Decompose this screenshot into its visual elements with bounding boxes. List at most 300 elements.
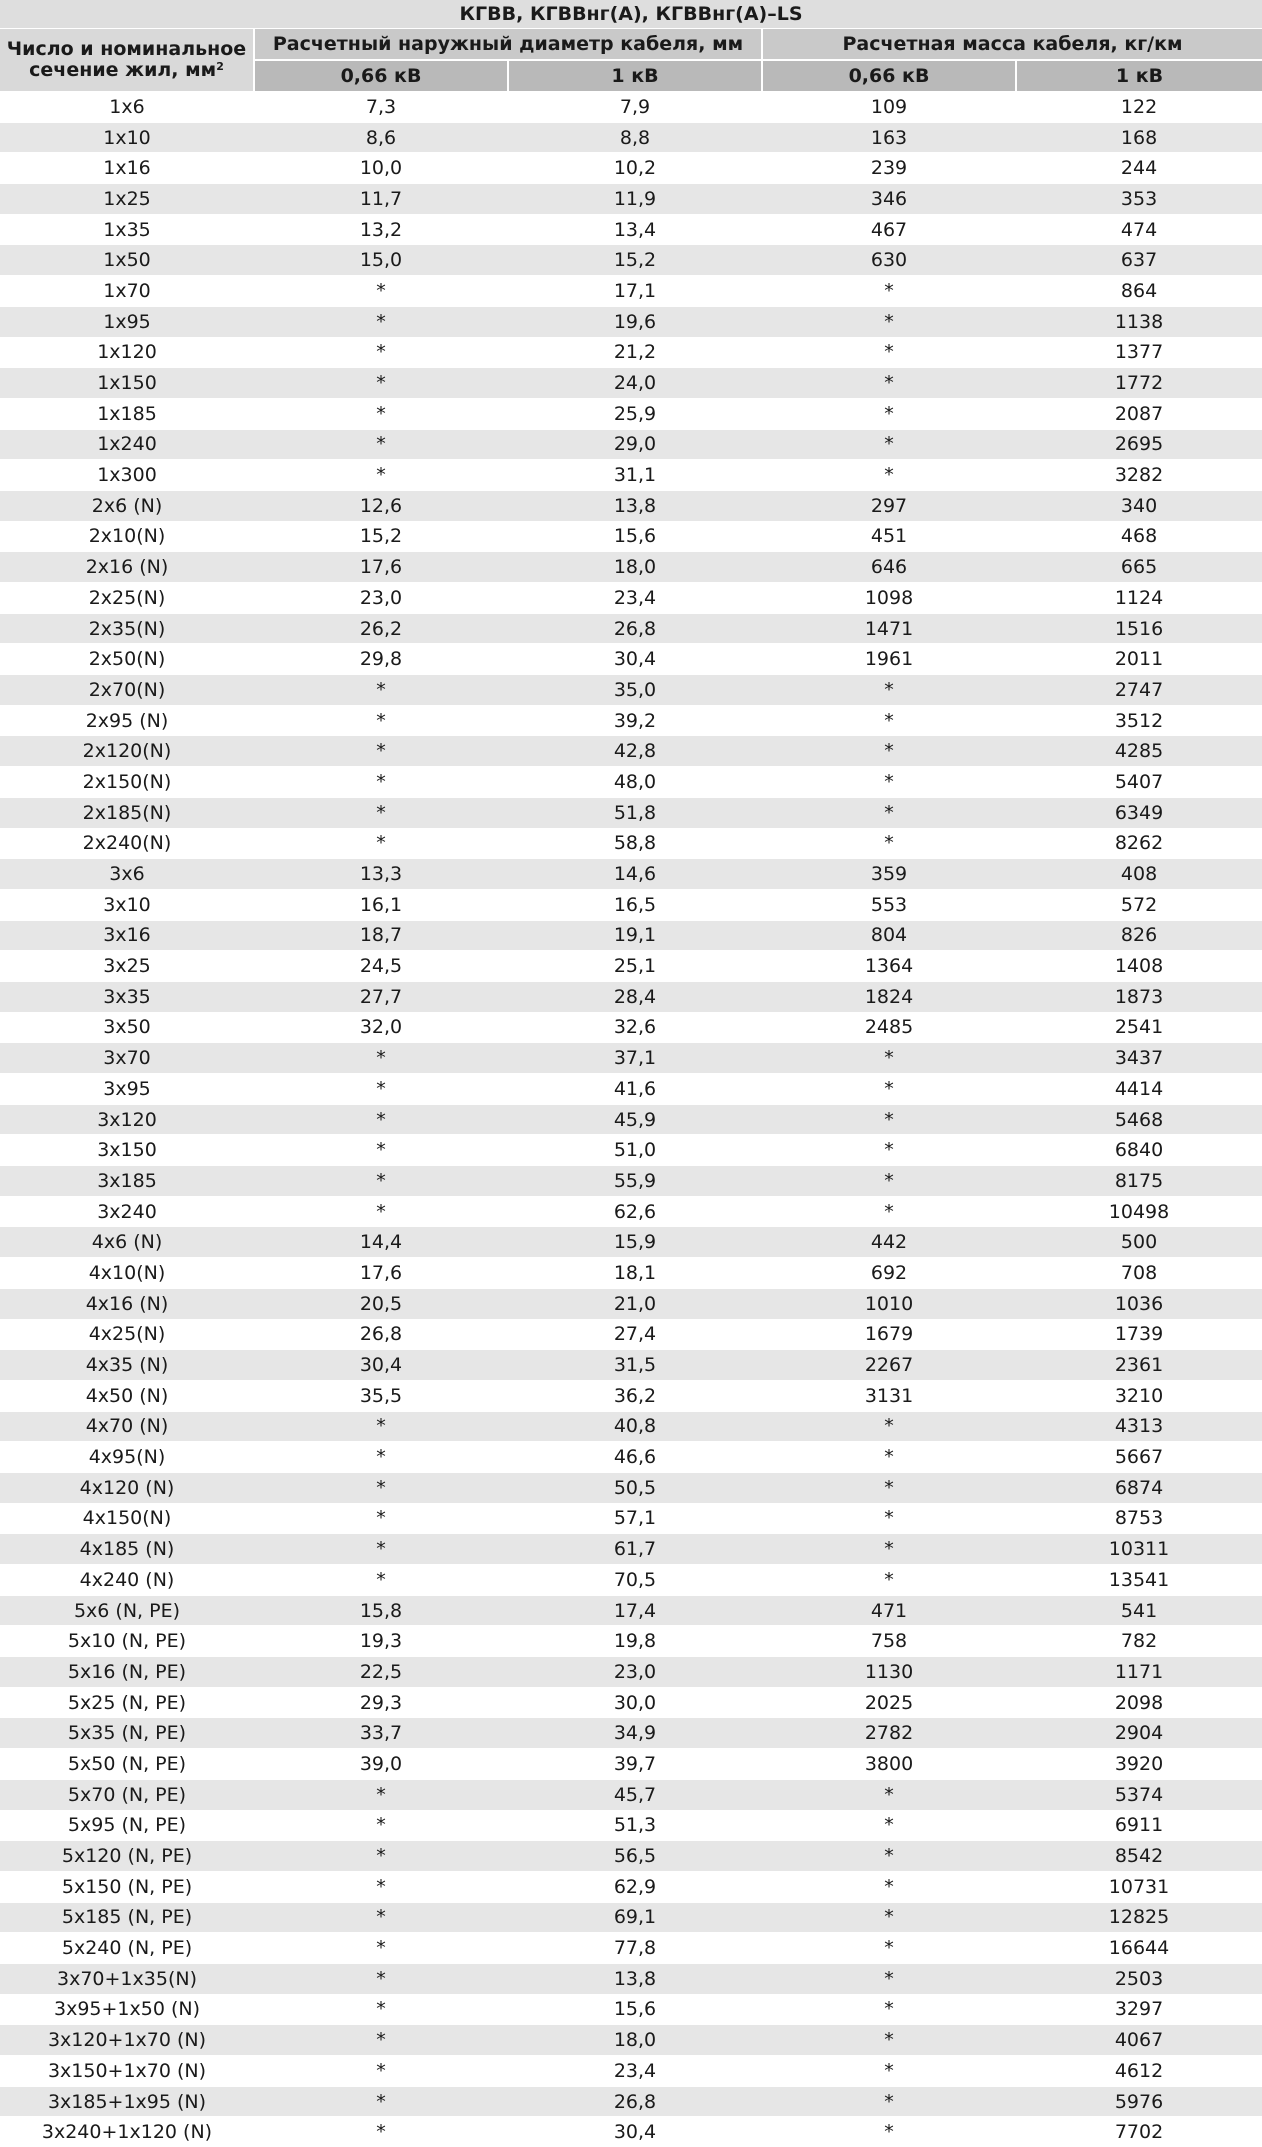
diameter-1kv-cell: 56,5 [508,1841,762,1872]
table-row [0,1380,1262,1411]
diameter-066kv-cell: * [254,1104,508,1135]
diameter-1kv-cell: 51,8 [508,797,762,828]
diameter-1kv-cell: 37,1 [508,1043,762,1074]
conductor-size-cell: 4x95(N) [0,1442,254,1473]
conductor-size-cell: 5x150 (N, PE) [0,1871,254,1902]
mass-1kv-cell: 6911 [1016,1810,1262,1841]
conductor-size-cell: 2x16 (N) [0,552,254,583]
mass-1kv-cell: 12825 [1016,1902,1262,1933]
mass-066kv-cell: * [762,705,1016,736]
table-row [0,1074,1262,1105]
diameter-066kv-cell: 17,6 [254,552,508,583]
table-row [0,1779,1262,1810]
mass-1kv-cell: 7702 [1016,2117,1262,2147]
mass-066kv-cell: * [762,398,1016,429]
table-row [0,1749,1262,1780]
conductor-size-cell: 2x240(N) [0,828,254,859]
table-row [0,1503,1262,1534]
diameter-066kv-cell: 30,4 [254,1350,508,1381]
diameter-1kv-cell: 18,1 [508,1258,762,1289]
mass-1kv-cell: 6840 [1016,1135,1262,1166]
table-row [0,460,1262,491]
table-row [0,889,1262,920]
conductor-size-cell: 4x25(N) [0,1319,254,1350]
mass-066kv-cell: 297 [762,490,1016,521]
mass-1kv-cell: 2541 [1016,1012,1262,1043]
mass-066kv-cell: * [762,1135,1016,1166]
conductor-size-cell: 1x240 [0,429,254,460]
mass-1kv-cell: 1171 [1016,1657,1262,1688]
mass-066kv-cell: * [762,1104,1016,1135]
table-row [0,1104,1262,1135]
diameter-066kv-cell: 15,8 [254,1595,508,1626]
mass-066kv-cell: * [762,1994,1016,2025]
conductor-size-cell: 3x50 [0,1012,254,1043]
mass-066kv-cell: 2025 [762,1687,1016,1718]
table-row [0,613,1262,644]
diameter-1kv-cell: 19,8 [508,1626,762,1657]
diameter-1kv-cell: 30,4 [508,2117,762,2147]
conductor-size-cell: 3x10 [0,889,254,920]
mass-066kv-cell: * [762,1902,1016,1933]
conductor-size-cell: 1x300 [0,460,254,491]
mass-1kv-cell: 3437 [1016,1043,1262,1074]
diameter-1kv-cell: 17,4 [508,1595,762,1626]
diameter-066kv-cell: * [254,1411,508,1442]
mass-1kv-cell: 2904 [1016,1718,1262,1749]
mass-1kv-cell: 474 [1016,214,1262,245]
mass-066kv-cell: * [762,1074,1016,1105]
conductor-size-cell: 2x185(N) [0,797,254,828]
diameter-066kv-cell: 8,6 [254,122,508,153]
diameter-1kv-cell: 36,2 [508,1380,762,1411]
diameter-1kv-cell: 19,6 [508,306,762,337]
table-row [0,859,1262,890]
mass-1kv-cell: 1873 [1016,981,1262,1012]
table-row [0,1196,1262,1227]
mass-066kv-cell: 2782 [762,1718,1016,1749]
table-row [0,981,1262,1012]
mass-1kv-cell: 408 [1016,859,1262,890]
conductor-size-cell: 1x150 [0,368,254,399]
diameter-066kv-cell: * [254,337,508,368]
mass-1kv-cell: 864 [1016,276,1262,307]
diameter-1kv-cell: 58,8 [508,828,762,859]
mass-1kv-header: 1 кВ [1016,60,1262,92]
mass-066kv-cell: * [762,1933,1016,1964]
diameter-1kv-cell: 13,4 [508,214,762,245]
mass-066kv-cell: * [762,429,1016,460]
mass-1kv-cell: 4313 [1016,1411,1262,1442]
diameter-066kv-cell: * [254,460,508,491]
table-row [0,1350,1262,1381]
conductor-size-cell: 3x240 [0,1196,254,1227]
diameter-1kv-cell: 46,6 [508,1442,762,1473]
conductor-size-cell: 1x25 [0,184,254,215]
diameter-group-header: Расчетный наружный диаметр кабеля, мм [254,29,762,61]
conductor-size-cell: 2x95 (N) [0,705,254,736]
diameter-066kv-cell: 23,0 [254,583,508,614]
mass-1kv-cell: 1036 [1016,1288,1262,1319]
diameter-1kv-cell: 31,1 [508,460,762,491]
table-row [0,552,1262,583]
mass-1kv-cell: 13541 [1016,1565,1262,1596]
diameter-1kv-cell: 32,6 [508,1012,762,1043]
mass-1kv-cell: 16644 [1016,1933,1262,1964]
mass-1kv-cell: 665 [1016,552,1262,583]
diameter-1kv-cell: 45,7 [508,1779,762,1810]
diameter-066kv-cell: 12,6 [254,490,508,521]
diameter-1kv-cell: 42,8 [508,736,762,767]
mass-066kv-cell: 163 [762,122,1016,153]
mass-1kv-cell: 1124 [1016,583,1262,614]
diameter-1kv-cell: 27,4 [508,1319,762,1350]
mass-1kv-cell: 5667 [1016,1442,1262,1473]
mass-066kv-cell: 442 [762,1227,1016,1258]
mass-066kv-cell: 1471 [762,613,1016,644]
table-row [0,153,1262,184]
diameter-066kv-cell: * [254,2025,508,2056]
table-row [0,398,1262,429]
diameter-066kv-cell: 18,7 [254,920,508,951]
mass-066kv-cell: * [762,1841,1016,1872]
table-row [0,521,1262,552]
diameter-066kv-cell: 29,3 [254,1687,508,1718]
diameter-1kv-cell: 23,0 [508,1657,762,1688]
table-row [0,1902,1262,1933]
table-row [0,1012,1262,1043]
conductor-size-cell: 3x95 [0,1074,254,1105]
diameter-066kv-cell: * [254,1779,508,1810]
conductor-size-cell: 5x95 (N, PE) [0,1810,254,1841]
mass-066kv-cell: * [762,1963,1016,1994]
mass-066kv-cell: * [762,1871,1016,1902]
mass-1kv-cell: 10498 [1016,1196,1262,1227]
conductor-size-cell: 4x240 (N) [0,1565,254,1596]
table-row [0,920,1262,951]
table-row [0,675,1262,706]
mass-066kv-cell: 646 [762,552,1016,583]
mass-066kv-cell: * [762,1196,1016,1227]
mass-066kv-cell: * [762,1472,1016,1503]
conductor-size-cell: 3x70+1x35(N) [0,1963,254,1994]
conductor-size-cell: 2x6 (N) [0,490,254,521]
conductor-size-cell: 3x120 [0,1104,254,1135]
diameter-1kv-cell: 40,8 [508,1411,762,1442]
diameter-066kv-cell: 13,3 [254,859,508,890]
diameter-066kv-cell: * [254,2056,508,2087]
mass-1kv-cell: 1138 [1016,306,1262,337]
diameter-1kv-cell: 23,4 [508,583,762,614]
mass-1kv-cell: 4285 [1016,736,1262,767]
diameter-1kv-cell: 13,8 [508,1963,762,1994]
diameter-1kv-cell: 77,8 [508,1933,762,1964]
table-row [0,1595,1262,1626]
conductor-size-cell: 3x150 [0,1135,254,1166]
diameter-1kv-cell: 41,6 [508,1074,762,1105]
table-row [0,1411,1262,1442]
conductor-size-cell: 4x70 (N) [0,1411,254,1442]
table-row [0,1227,1262,1258]
diameter-1kv-cell: 70,5 [508,1565,762,1596]
diameter-066kv-cell: * [254,736,508,767]
diameter-066kv-cell: 29,8 [254,644,508,675]
table-row [0,797,1262,828]
mass-066kv-cell: * [762,1534,1016,1565]
mass-1kv-cell: 122 [1016,92,1262,123]
table-row [0,1135,1262,1166]
table-body [0,92,1262,2147]
conductor-size-cell: 3x185+1x95 (N) [0,2086,254,2117]
table-row [0,828,1262,859]
table-row [0,1687,1262,1718]
diameter-066kv-cell: 24,5 [254,951,508,982]
mass-066kv-cell: * [762,1779,1016,1810]
diameter-066kv-cell: * [254,276,508,307]
diameter-1kv-cell: 57,1 [508,1503,762,1534]
diameter-066kv-cell: 15,0 [254,245,508,276]
mass-1kv-cell: 6874 [1016,1472,1262,1503]
table-row [0,2056,1262,2087]
mass-066kv-cell: * [762,368,1016,399]
mass-1kv-cell: 2747 [1016,675,1262,706]
table-row [0,1626,1262,1657]
diameter-1kv-header: 1 кВ [508,60,762,92]
mass-1kv-cell: 8542 [1016,1841,1262,1872]
diameter-066kv-cell: * [254,1442,508,1473]
conductor-size-cell: 1x95 [0,306,254,337]
diameter-066kv-cell: 27,7 [254,981,508,1012]
diameter-066kv-cell: * [254,1135,508,1166]
diameter-1kv-cell: 55,9 [508,1166,762,1197]
mass-066kv-cell: 553 [762,889,1016,920]
conductor-size-cell: 5x240 (N, PE) [0,1933,254,1964]
diameter-066kv-cell: 19,3 [254,1626,508,1657]
conductor-size-cell: 1x10 [0,122,254,153]
first-column-header [0,29,254,92]
diameter-1kv-cell: 28,4 [508,981,762,1012]
mass-1kv-cell: 3282 [1016,460,1262,491]
diameter-066kv-cell: * [254,1503,508,1534]
diameter-066kv-cell: 39,0 [254,1749,508,1780]
mass-1kv-cell: 6349 [1016,797,1262,828]
conductor-size-cell: 3x16 [0,920,254,951]
diameter-066kv-cell: 26,8 [254,1319,508,1350]
mass-1kv-cell: 10731 [1016,1871,1262,1902]
mass-1kv-cell: 2695 [1016,429,1262,460]
conductor-size-cell: 3x150+1x70 (N) [0,2056,254,2087]
diameter-1kv-cell: 26,8 [508,613,762,644]
mass-066kv-cell: 359 [762,859,1016,890]
diameter-066kv-cell: * [254,2117,508,2147]
mass-1kv-cell: 2361 [1016,1350,1262,1381]
table-row [0,736,1262,767]
mass-066kv-cell: 346 [762,184,1016,215]
conductor-size-cell: 5x185 (N, PE) [0,1902,254,1933]
diameter-066kv-cell: * [254,368,508,399]
mass-066kv-cell: 758 [762,1626,1016,1657]
diameter-066kv-cell: * [254,1565,508,1596]
mass-066kv-cell: 2485 [762,1012,1016,1043]
conductor-size-cell: 2x35(N) [0,613,254,644]
mass-066kv-cell: 1961 [762,644,1016,675]
mass-066kv-cell: * [762,460,1016,491]
conductor-size-cell: 4x50 (N) [0,1380,254,1411]
mass-1kv-cell: 782 [1016,1626,1262,1657]
diameter-066kv-cell: 22,5 [254,1657,508,1688]
mass-1kv-cell: 5407 [1016,767,1262,798]
diameter-1kv-cell: 15,2 [508,245,762,276]
conductor-size-cell: 3x240+1x120 (N) [0,2117,254,2147]
table-row [0,1933,1262,1964]
diameter-1kv-cell: 51,3 [508,1810,762,1841]
diameter-066kv-cell: 7,3 [254,92,508,123]
diameter-1kv-cell: 14,6 [508,859,762,890]
diameter-066kv-cell: 11,7 [254,184,508,215]
mass-066kv-cell: 692 [762,1258,1016,1289]
conductor-size-cell: 4x185 (N) [0,1534,254,1565]
diameter-066kv-cell: 32,0 [254,1012,508,1043]
mass-066kv-cell: * [762,797,1016,828]
mass-066kv-cell: 109 [762,92,1016,123]
mass-1kv-cell: 4067 [1016,2025,1262,2056]
conductor-size-cell: 2x25(N) [0,583,254,614]
diameter-066kv-cell: 15,2 [254,521,508,552]
table-header [0,0,1262,92]
mass-1kv-cell: 340 [1016,490,1262,521]
mass-1kv-cell: 244 [1016,153,1262,184]
conductor-size-cell: 2x50(N) [0,644,254,675]
mass-1kv-cell: 1408 [1016,951,1262,982]
mass-066kv-cell: 1010 [762,1288,1016,1319]
diameter-066kv-cell: * [254,797,508,828]
first-column-header-line1: Число и номинальное [7,38,246,60]
mass-066kv-cell: * [762,2025,1016,2056]
mass-066kv-cell: * [762,276,1016,307]
table-row [0,337,1262,368]
diameter-066kv-cell: * [254,1166,508,1197]
mass-066kv-cell: * [762,1503,1016,1534]
diameter-1kv-cell: 61,7 [508,1534,762,1565]
conductor-size-cell: 4x16 (N) [0,1288,254,1319]
diameter-066kv-cell: * [254,1043,508,1074]
diameter-1kv-cell: 21,0 [508,1288,762,1319]
table-row [0,245,1262,276]
mass-066kv-cell: * [762,337,1016,368]
diameter-066kv-cell: * [254,1196,508,1227]
conductor-size-cell: 2x10(N) [0,521,254,552]
table-row [0,214,1262,245]
diameter-066kv-cell: * [254,828,508,859]
diameter-066kv-cell: * [254,306,508,337]
table-row [0,368,1262,399]
conductor-size-cell: 5x120 (N, PE) [0,1841,254,1872]
mass-066kv-cell: 239 [762,153,1016,184]
diameter-1kv-cell: 25,9 [508,398,762,429]
diameter-1kv-cell: 39,7 [508,1749,762,1780]
table-row [0,1043,1262,1074]
mass-1kv-cell: 4414 [1016,1074,1262,1105]
conductor-size-cell: 2x70(N) [0,675,254,706]
mass-1kv-cell: 5374 [1016,1779,1262,1810]
conductor-size-cell: 4x10(N) [0,1258,254,1289]
conductor-size-cell: 1x35 [0,214,254,245]
conductor-size-cell: 1x70 [0,276,254,307]
diameter-1kv-cell: 18,0 [508,2025,762,2056]
mass-1kv-cell: 3297 [1016,1994,1262,2025]
diameter-066kv-cell: * [254,1472,508,1503]
mass-066kv-cell: * [762,1166,1016,1197]
diameter-066kv-cell: * [254,1074,508,1105]
mass-1kv-cell: 2098 [1016,1687,1262,1718]
mass-066kv-cell: 3800 [762,1749,1016,1780]
table-row [0,1319,1262,1350]
mass-066kv-cell: 1364 [762,951,1016,982]
mass-1kv-cell: 8175 [1016,1166,1262,1197]
diameter-066kv-cell: 10,0 [254,153,508,184]
table-row [0,951,1262,982]
mass-066kv-cell: * [762,736,1016,767]
mass-1kv-cell: 168 [1016,122,1262,153]
diameter-1kv-cell: 17,1 [508,276,762,307]
mass-1kv-cell: 572 [1016,889,1262,920]
diameter-066kv-cell: 14,4 [254,1227,508,1258]
diameter-1kv-cell: 62,6 [508,1196,762,1227]
diameter-1kv-cell: 34,9 [508,1718,762,1749]
first-column-header-superscript: 2 [216,60,224,73]
mass-066kv-cell: 451 [762,521,1016,552]
first-column-header-line2: сечение жил, мм [29,59,216,81]
mass-066kv-cell: * [762,1411,1016,1442]
diameter-1kv-cell: 16,5 [508,889,762,920]
mass-066kv-cell: * [762,828,1016,859]
table-row [0,1871,1262,1902]
conductor-size-cell: 3x6 [0,859,254,890]
diameter-066kv-cell: * [254,1810,508,1841]
mass-1kv-cell: 2503 [1016,1963,1262,1994]
mass-066kv-cell: 1679 [762,1319,1016,1350]
table-row [0,2086,1262,2117]
mass-1kv-cell: 708 [1016,1258,1262,1289]
mass-1kv-cell: 826 [1016,920,1262,951]
mass-1kv-cell: 353 [1016,184,1262,215]
table-row [0,2025,1262,2056]
mass-1kv-cell: 10311 [1016,1534,1262,1565]
table-row [0,276,1262,307]
conductor-size-cell: 5x16 (N, PE) [0,1657,254,1688]
diameter-066kv-cell: 13,2 [254,214,508,245]
conductor-size-cell: 5x25 (N, PE) [0,1687,254,1718]
diameter-1kv-cell: 30,0 [508,1687,762,1718]
mass-066kv-cell: * [762,767,1016,798]
mass-066kv-cell: * [762,306,1016,337]
diameter-066kv-header: 0,66 кВ [254,60,508,92]
mass-066kv-cell: * [762,1442,1016,1473]
mass-1kv-cell: 3512 [1016,705,1262,736]
conductor-size-cell: 2x120(N) [0,736,254,767]
mass-1kv-cell: 3920 [1016,1749,1262,1780]
mass-066kv-cell: * [762,675,1016,706]
diameter-1kv-cell: 39,2 [508,705,762,736]
diameter-066kv-cell: * [254,1534,508,1565]
table-row [0,92,1262,123]
mass-066kv-cell: * [762,2117,1016,2147]
table-row [0,490,1262,521]
mass-066kv-cell: 1098 [762,583,1016,614]
conductor-size-cell: 2x150(N) [0,767,254,798]
conductor-size-cell: 5x50 (N, PE) [0,1749,254,1780]
diameter-066kv-cell: * [254,1994,508,2025]
